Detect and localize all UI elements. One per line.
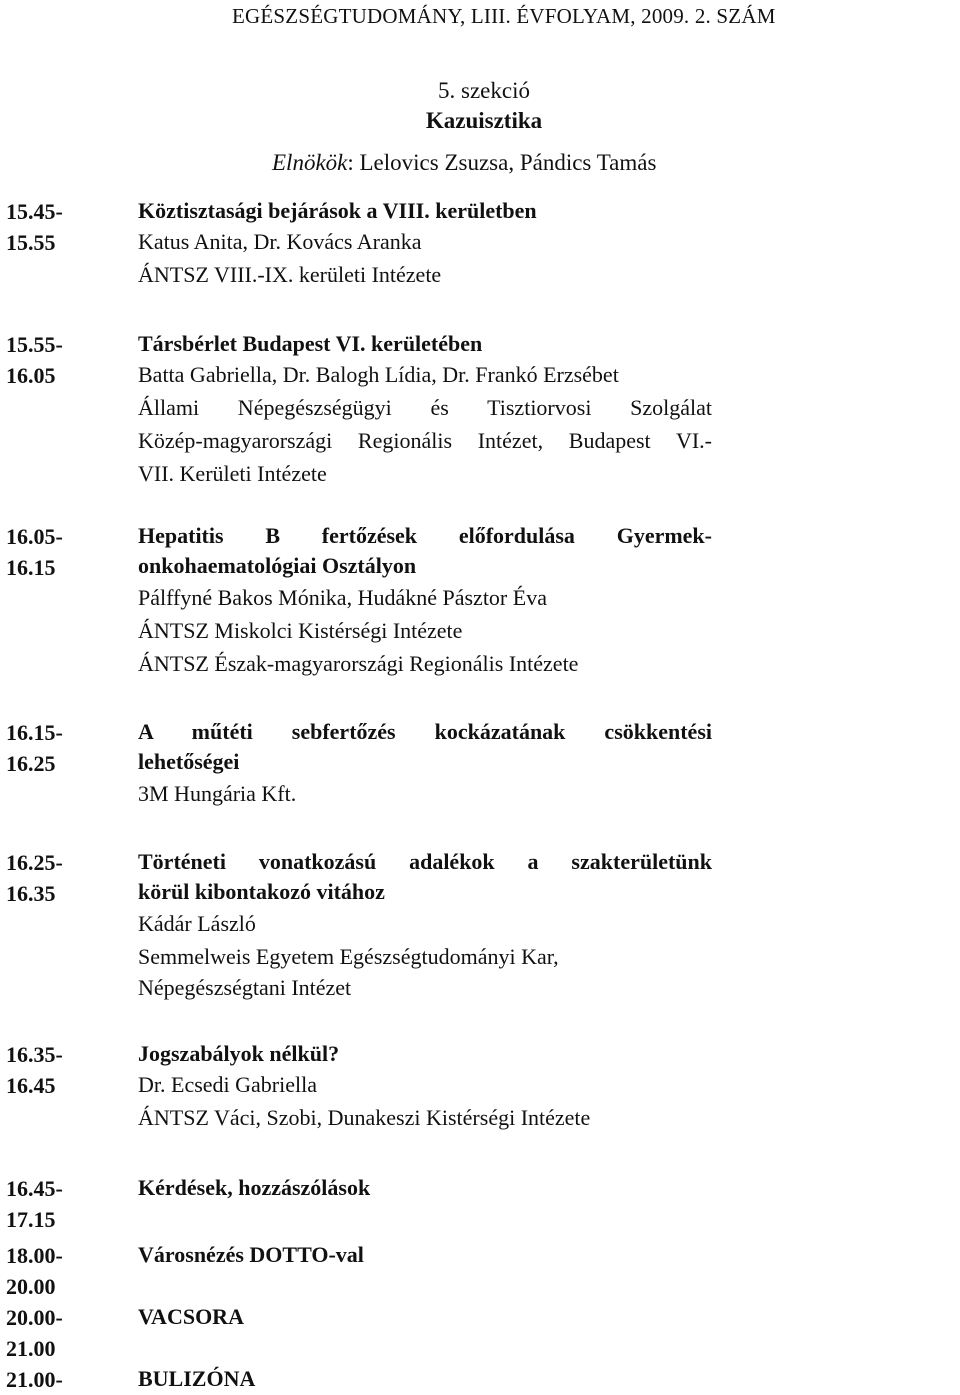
time-slot (6, 1039, 63, 1101)
time-end: 15.55 (6, 230, 56, 255)
program-item (138, 329, 712, 490)
time-start: 16.25- (6, 850, 63, 875)
time-slot (6, 521, 63, 583)
program-item (138, 847, 712, 1002)
item-title: Történeti vonatkozású adalékok a szakterületünk (138, 849, 712, 874)
section-chairs (272, 150, 656, 176)
program-item (138, 196, 712, 291)
program-item (138, 1039, 712, 1134)
time-end: 16.35 (6, 881, 56, 906)
item-title-cont: körül kibontakozó vitához (138, 879, 385, 904)
time-start: 16.35- (6, 1042, 63, 1067)
item-authors: Batta Gabriella, Dr. Balogh Lídia, Dr. Frankó Erzsébet (138, 362, 619, 387)
item-affiliation: ÁNTSZ Miskolci Kistérségi Intézete (138, 618, 463, 643)
program-item (138, 1240, 712, 1269)
item-title: VACSORA (138, 1304, 244, 1329)
program-item (138, 521, 712, 680)
chairs-label: Elnökök (272, 150, 348, 175)
item-affiliation: Semmelweis Egyetem Egészségtudományi Kar, (138, 944, 559, 969)
item-title: Hepatitis B fertőzések előfordulása Gyermek- (138, 523, 712, 548)
time-start: 21.00- (6, 1367, 63, 1392)
item-title: Jogszabályok nélkül? (138, 1041, 340, 1066)
item-authors: Kádár László (138, 911, 256, 936)
item-affiliation: 3M Hungária Kft. (138, 781, 297, 806)
time-slot (6, 847, 63, 909)
time-end: 16.15 (6, 555, 56, 580)
program-item (138, 1173, 712, 1202)
time-end: 16.05 (6, 363, 56, 388)
item-title: Városnézés DOTTO-val (138, 1242, 364, 1267)
time-end: 20.00 (6, 1274, 56, 1299)
time-start: 20.00- (6, 1305, 63, 1330)
program-item (138, 1364, 712, 1393)
item-affiliation: Közép-magyarországi Regionális Intézet, Budapest VI.- (138, 428, 712, 453)
item-affiliation: Népegészségtani Intézet (138, 975, 352, 1000)
item-authors: Pálffyné Bakos Mónika, Hudákné Pásztor Éva (138, 585, 547, 610)
time-end: 17.15 (6, 1207, 56, 1232)
section-title: Kazuisztika (425, 108, 543, 133)
item-affiliation: Állami Népegészségügyi és Tisztiorvosi Szolgálat (138, 395, 712, 420)
time-start: 16.15- (6, 720, 63, 745)
time-start: 16.05- (6, 524, 63, 549)
item-affiliation: ÁNTSZ Váci, Szobi, Dunakeszi Kistérségi Intézete (138, 1105, 591, 1130)
item-title-cont: onkohaematológiai Osztályon (138, 553, 417, 578)
item-title: Kérdések, hozzászólások (138, 1175, 371, 1200)
item-title-cont: lehetőségei (138, 749, 240, 774)
item-authors: Katus Anita, Dr. Kovács Aranka (138, 229, 422, 254)
time-slot (6, 329, 63, 391)
time-start: 15.55- (6, 332, 63, 357)
item-title: A műtéti sebfertőzés kockázatának csökkentési (138, 719, 712, 744)
time-start: 18.00- (6, 1243, 63, 1268)
program-item (138, 1302, 712, 1331)
item-affiliation: ÁNTSZ Észak-magyarországi Regionális Intézete (138, 651, 579, 676)
section-number: 5. szekció (438, 78, 530, 103)
item-title: Köztisztasági bejárások a VIII. kerületben (138, 198, 537, 223)
time-end: 16.25 (6, 751, 56, 776)
journal-header: EGÉSZSÉGTUDOMÁNY, LIII. ÉVFOLYAM, 2009. 2. SZÁM (232, 4, 776, 28)
item-title: BULIZÓNA (138, 1366, 256, 1391)
time-slot (6, 717, 63, 779)
item-affiliation: VII. Kerületi Intézete (138, 461, 327, 486)
item-affiliation: ÁNTSZ VIII.-IX. kerületi Intézete (138, 262, 442, 287)
time-end: 16.45 (6, 1073, 56, 1098)
time-start: 15.45- (6, 199, 63, 224)
time-start: 16.45- (6, 1176, 63, 1201)
chairs-names: : Lelovics Zsuzsa, Pándics Tamás (347, 150, 657, 175)
time-slot (6, 1173, 63, 1235)
item-title: Társbérlet Budapest VI. kerületében (138, 331, 483, 356)
program-item (138, 717, 712, 810)
time-slot (6, 1364, 63, 1395)
time-slot (6, 1302, 63, 1364)
time-end: 21.00 (6, 1336, 56, 1361)
item-authors: Dr. Ecsedi Gabriella (138, 1072, 317, 1097)
time-slot (6, 1240, 63, 1302)
time-slot (6, 196, 63, 258)
